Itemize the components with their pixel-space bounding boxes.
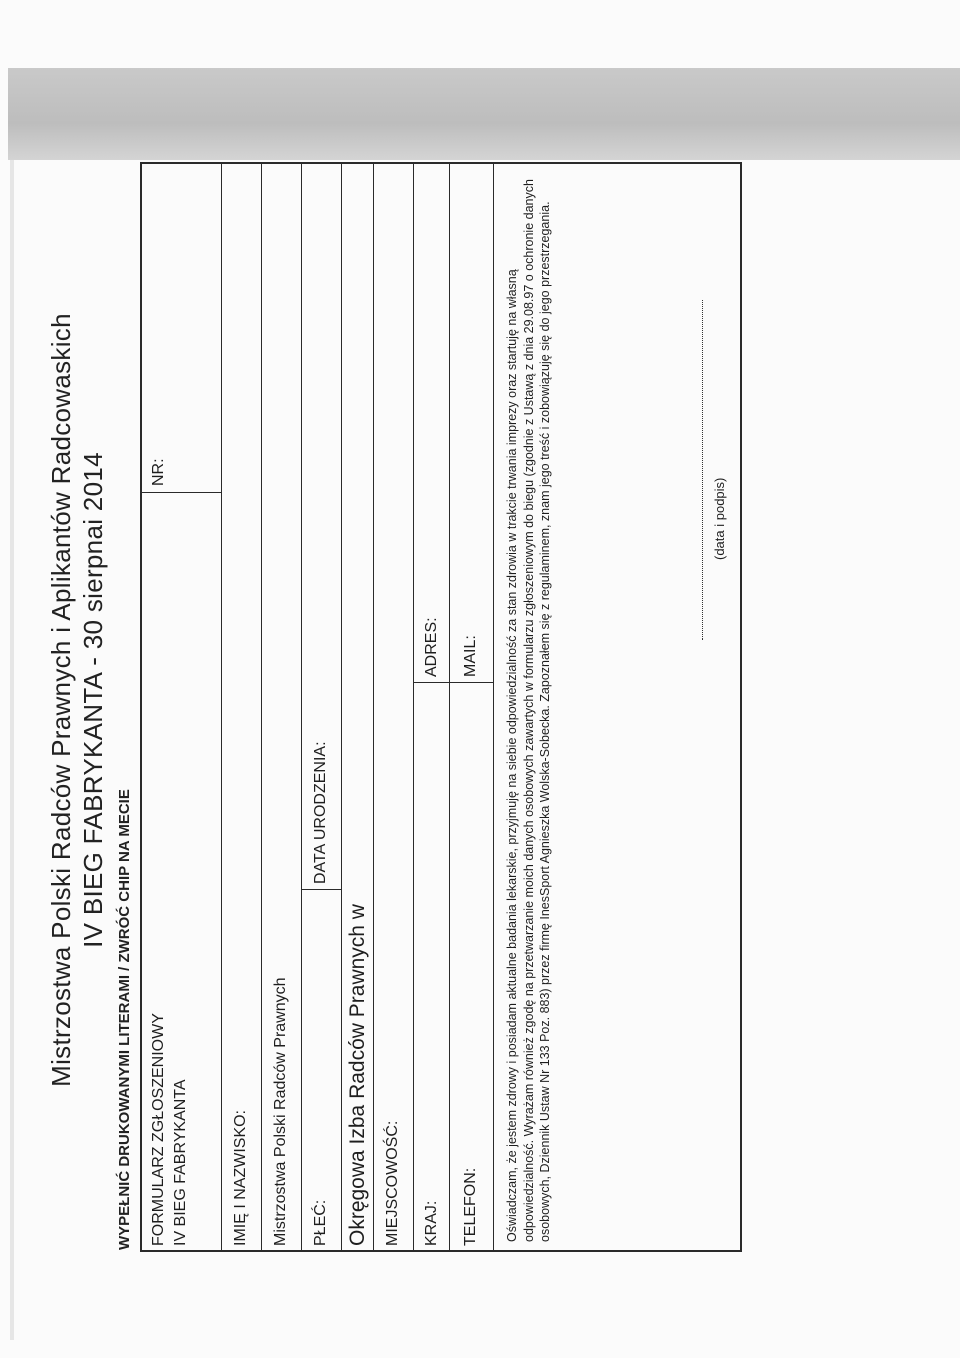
form-header-row [142,164,222,1250]
city-row[interactable] [374,164,414,1250]
chamber-row [342,164,374,1250]
name-label: IMIĘ I NAZWISKO: [232,1109,249,1246]
rotated-form-sheet [30,130,760,1300]
scan-edge [10,160,14,1340]
championship-row [262,164,302,1250]
mail-label: MAIL: [462,635,479,677]
form-subtitle: IV BIEG FABRYKANTA [172,1079,189,1246]
phone-label: TELEFON: [462,1167,479,1246]
country-label: KRAJ: [423,1200,440,1246]
signature-label: (data i podpis) [712,477,727,560]
chamber-value: Okręgowa Izba Radców Prawnych w [346,904,369,1246]
registration-form [140,162,742,1252]
sex-label: PŁEĆ: [312,1199,329,1246]
championship-value: Mistrzostwa Polski Radców Prawnych [272,977,289,1246]
event-subtitle: IV BIEG FABRYKANTA - 30 sierpnai 2014 [78,452,108,948]
birthdate-label: DATA URODZENIA: [312,741,329,884]
address-label: ADRES: [423,617,440,677]
declaration-text: Oświadczam, że jestem zdrowy i posiadam aktualne badania lekarskie, przyjmuję na siebie odpowiedzialność za stan zdrowia w trakcie trwania imprezy oraz startuję na własną odpowiedzialność. Wyrażam również zgodę na przetwarzanie moich danych osobowych zawartych w formularzu zgłoszeniowym do biegu (zgodnie z Ustawą z dnia 29.08.97 o ochronie danych osobowych, Dziennik Ustaw Nr 133 Poz. 883) przez firmę InesSport Agnieszka Wolska-Sobecka. Zapoznałem się z regulaminem, znam jego treść i zobowiązuję się do jego przestrzegania. [505,179,552,1242]
country-address-row[interactable] [414,164,450,1250]
signature-line [702,300,703,640]
form-title: FORMULARZ ZGŁOSZENIOWY [150,1013,167,1246]
city-label: MIEJSCOWOŚĆ: [384,1120,401,1246]
name-row[interactable] [222,164,262,1250]
nr-label: NR: [150,458,167,486]
fill-instruction: WYPEŁNIĆ DRUKOWANYMI LITERAMI / ZWRÓĆ CHIP NA MECIE [116,789,133,1250]
sex-birthdate-row[interactable] [302,164,342,1250]
event-title: Mistrzostwa Polski Radców Prawnych i Aplikantów Radcowaskich [46,313,76,1087]
phone-mail-row[interactable] [450,164,494,1250]
